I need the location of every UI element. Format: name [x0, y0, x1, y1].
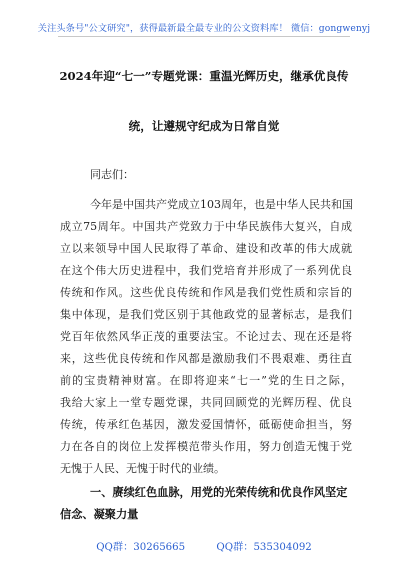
- section-heading-line-2: 信念、凝聚力量: [60, 507, 139, 521]
- paragraph-line: 成立75周年。中国共产党致力于中华民族伟大复兴，自成: [60, 220, 352, 233]
- document-title-line-1: 2024年迎“七一”专题党课：重温光辉历史，继承优良传: [59, 69, 349, 83]
- paragraph-line: 传统，传承红色基因，激发爱国情怀，砥砺使命担当，努: [60, 418, 352, 431]
- header-divider: [58, 36, 350, 37]
- paragraph-line: 无愧于人民、无愧于时代的业绩。: [60, 462, 225, 475]
- paragraph-line: 今年是中国共产党成立103周年，也是中华人民共和国: [90, 198, 353, 211]
- paragraph-line: 集中体现，是我们党区别于其他政党的显著标志，是我们: [60, 308, 352, 321]
- paragraph-line: 力在各自的岗位上发挥模范带头作用，努力创造无愧于党: [60, 440, 352, 453]
- paragraph-line: 来，这些优良传统和作风都是激励我们不畏艰难、勇往直: [60, 352, 352, 365]
- footer-contact: [0, 538, 408, 553]
- header-promo-note: 关注头条号"公文研究"，获得最新最全最专业的公文资料库！ 微信：gongwenyj: [37, 23, 371, 34]
- paragraph-line: 党百年依然风华正茂的重要法宝。不论过去、现在还是将: [60, 330, 352, 343]
- section-heading-line-1: 一、赓续红色血脉，用党的光荣传统和优良作风坚定: [90, 485, 348, 499]
- paragraph-line: 在这个伟大历史进程中，我们党培育并形成了一系列优良: [60, 264, 352, 277]
- footer-qq-group-1: QQ群：30265665: [96, 542, 186, 553]
- paragraph-line: 前的宝贵精神财富。在即将迎来“七一”党的生日之际，: [60, 374, 352, 387]
- paragraph-line: 我给大家上一堂专题党课，共同回顾党的光辉历程、优良: [60, 396, 352, 409]
- paragraph-line: 立以来领导中国人民取得了革命、建设和改革的伟大成就: [60, 242, 352, 255]
- document-title-line-2: 统，让遵规守纪成为日常自觉: [128, 119, 280, 133]
- paragraph-line: 传统和作风。这些优良传统和作风是我们党性质和宗旨的: [60, 286, 352, 299]
- salutation: 同志们：: [90, 168, 134, 181]
- footer-qq-group-2: QQ群：535304092: [216, 542, 312, 553]
